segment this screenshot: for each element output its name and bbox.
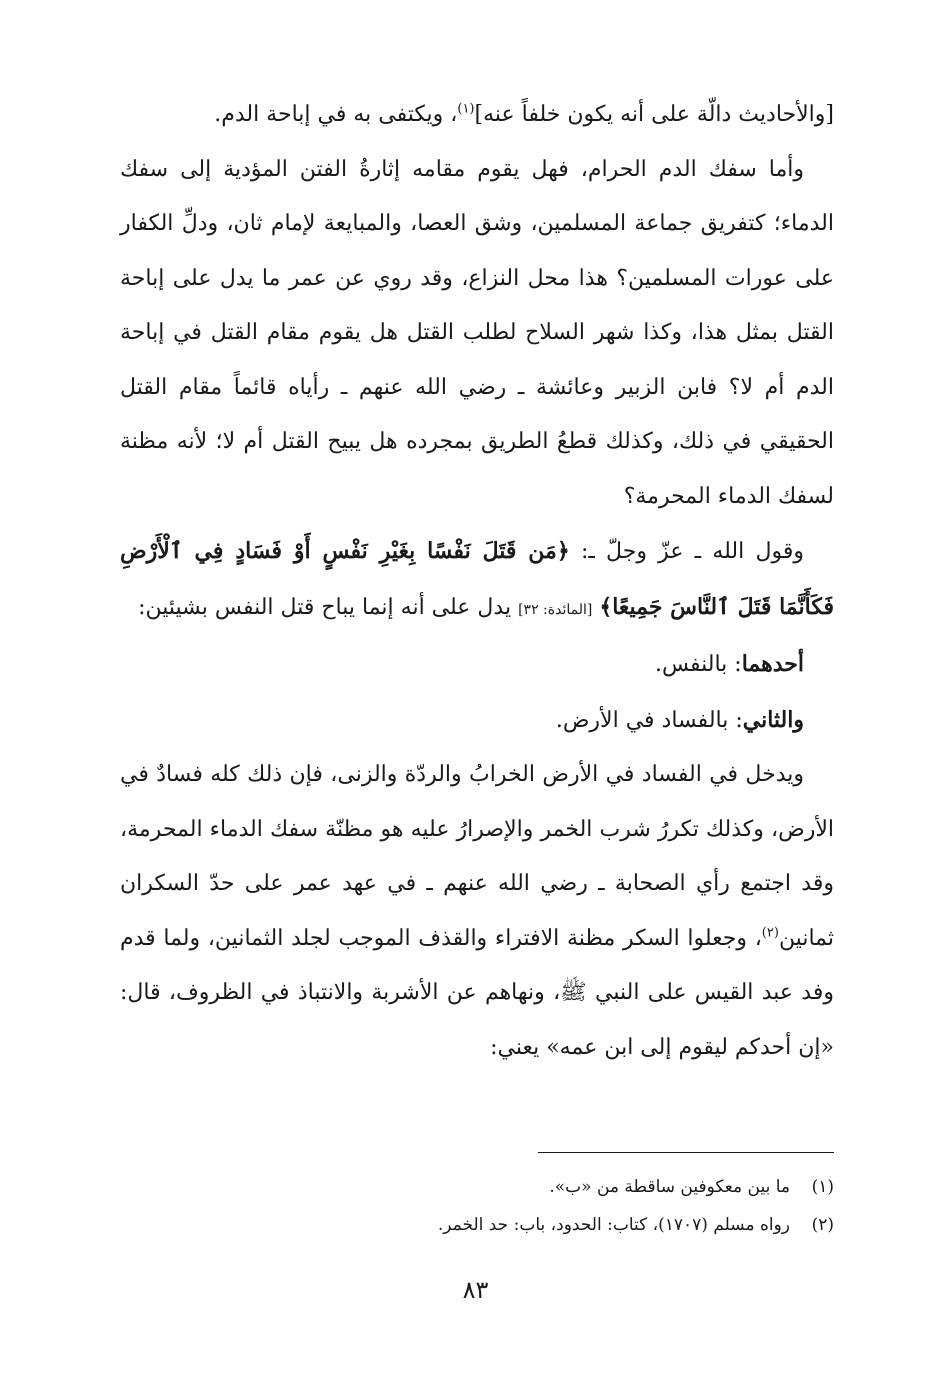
paragraph-3-rest: يدل على أنه إنما يباح قتل النفس بشيئين:: [138, 594, 512, 620]
footnote-1-number: (١): [811, 1177, 834, 1197]
footnotes: [300, 1168, 834, 1244]
paragraph-1: [120, 88, 834, 143]
paragraph-4: [120, 637, 834, 693]
paragraph-5: [120, 693, 834, 749]
footnote-2: [300, 1206, 834, 1244]
first-text: : بالنفس.: [654, 652, 742, 677]
footnote-ref-1[interactable]: (١): [457, 101, 475, 117]
first-label: أحدهما: [741, 651, 804, 677]
second-label: والثاني: [742, 706, 804, 733]
bracketed-text: [والأحاديث دالّة على أنه يكون خلفاً عنه]: [474, 102, 834, 127]
verse-intro: وقول الله ـ عزّ وجلّ ـ:: [580, 539, 804, 564]
paragraph-1-rest: ، ويكتفى به في إباحة الدم.: [214, 102, 458, 127]
main-text: [120, 88, 834, 1075]
page-number: ٨٣: [462, 1276, 489, 1304]
footnote-separator: [538, 1152, 834, 1153]
verse-citation: [المائدة: ٣٢]: [518, 601, 593, 618]
footnote-1-text: ما بين معكوفين ساقطة من «ب».: [549, 1177, 790, 1197]
footnote-1: [300, 1168, 834, 1206]
quran-verse: ﴿مَن قَتَلَ نَفْسًا بِغَيْرِ نَفْسٍ أَوْ فَسَادٍ فِي ٱلْأَرْضِ فَكَأَنَّمَا قَتَلَ ٱلنَّاسَ جَمِيعًا﴾: [120, 538, 834, 620]
second-text: : بالفساد في الأرض.: [555, 707, 743, 733]
footnote-ref-2[interactable]: (٢): [761, 925, 779, 941]
paragraph-2: وأما سفك الدم الحرام، فهل يقوم مقامه إثارةُ الفتن المؤدية إلى سفك الدماء؛ كتفريق جماعة المسلمين، وشق العصا، والمبايعة لإمام ثان، ودلِّ الكفار على عورات المسلمين؟ هذا محل النزاع، وقد روي عن عمر ما يدل على إباحة القتل بمثل هذا، وكذا شهر السلاح لطلب القتل هل يقوم مقام القتل في إباحة الدم أم لا؟ فابن الزبير وعائشة ـ رضي الله عنهم ـ رأياه قائماً مقام القتل الحقيقي في ذلك، وكذلك قطعُ الطريق بمجرده هل يبيح القتل أم لا؛ لأنه مظنة لسفك الدماء المحرمة؟: [120, 156, 835, 509]
paragraph-3: [120, 524, 834, 637]
paragraph-6-part-a: ويدخل في الفساد في الأرض الخرابُ والردّة والزنى، فإن ذلك كله فسادٌ في الأرض، وكذلك تكررُ شرب الخمر والإصرارُ عليه هو مظنّة سفك الدماء المحرمة، وقد اجتمع رأي الصحابة ـ رضي الله عنهم ـ في عهد عمر على حدّ السكران ثمانين: [120, 762, 834, 951]
footnote-2-number: (٢): [811, 1215, 834, 1235]
footnote-2-text: رواه مسلم (١٧٠٧)، كتاب: الحدود، باب: حد الخمر.: [437, 1215, 790, 1235]
paragraph-6-part-b: ، وجعلوا السكر مظنة الافتراء والقذف الموجب لجلد الثمانين، ولما قدم وفد عبد القيس على النبي ﷺ، ونهاهم عن الأشربة والانتباذ في الظروف، قال: «إن أحدكم ليقوم إلى ابن عمه» يعني:: [120, 925, 834, 1060]
paragraph-6: [120, 748, 834, 1075]
